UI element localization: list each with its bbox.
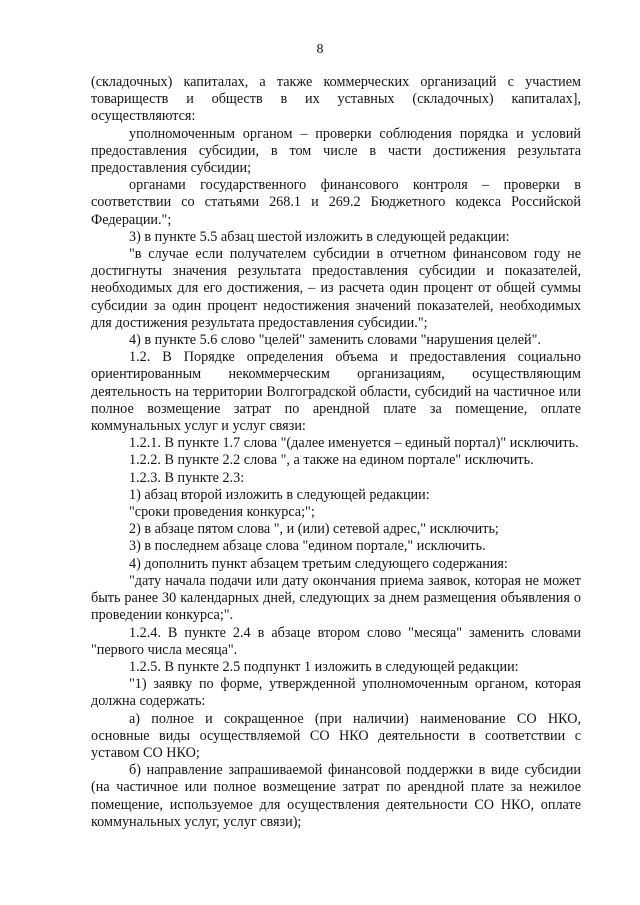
paragraph: уполномоченным органом – проверки соблюдения порядка и условий предоставления субсидии, в том числе в части достижения результата предоставления субсидии; [91,125,581,177]
paragraph: 1.2.4. В пункте 2.4 в абзаце втором слово "месяца" заменить словами "первого числа месяца". [91,624,581,658]
paragraph: 3) в последнем абзаце слова "едином портале," исключить. [129,538,486,555]
page-number: 8 [316,42,324,57]
paragraph: б) направление запрашиваемой финансовой поддержки в виде субсидии (на частичное или полное возмещение затрат по арендной плате за нежилое помещение, используемое для осуществления деятельности СО НКО, оплате коммунальных услуг, услуг связи); [91,762,581,830]
paragraph: "1) заявку по форме, утвержденной уполномоченным органом, которая должна содержать: [91,676,581,710]
paragraph: 2) в абзаце пятом слова ", и (или) сетевой адрес," исключить; [129,521,499,538]
paragraph: 1) абзац второй изложить в следующей редакции: [129,486,430,503]
paragraph: 1.2.5. В пункте 2.5 подпункт 1 изложить в следующей редакции: [129,658,519,675]
paragraph: (складочных) капиталах, а также коммерческих организаций с участием товариществ и обществ в их уставных (складочных) капиталах], осуществляются: [91,74,581,125]
paragraph: 1.2.1. В пункте 1.7 слова "(далее именуется – единый портал)" исключить. [129,435,579,452]
paragraph: "в случае если получателем субсидии в отчетном финансовом году не достигнуты значения результата предоставления субсидии и показателей, необходимых для его достижения, – из расчета один процент от общей суммы субсидии за один процент недостижения значений показателей, необходимых для достижения результата предоставления субсидии."; [91,246,581,331]
paragraph: 1.2.3. В пункте 2.3: [129,469,245,486]
paragraph: 4) в пункте 5.6 слово "целей" заменить словами "нарушения целей". [129,332,541,349]
paragraph: "дату начала подачи или дату окончания приема заявок, которая не может быть ранее 30 календарных дней, следующих за днем размещения объявления о проведении конкурса;". [91,572,581,624]
document-body [91,74,581,831]
paragraph: а) полное и сокращенное (при наличии) наименование СО НКО, основные виды осуществляемой СО НКО деятельности в соответствии с уставом СО НКО; [91,710,581,761]
paragraph: 1.2.2. В пункте 2.2 слова ", а также на едином портале" исключить. [129,452,534,469]
paragraph: 1.2. В Порядке определения объема и предоставления социально ориентированным некоммерческим организациям, осуществляющим деятельность на территории Волгоградской области, субсидий на частичное или полное возмещение затрат по арендной плате за помещение, оплате коммунальных услуг и услуг связи: [91,349,581,435]
paragraph: 4) дополнить пункт абзацем третьим следующего содержания: [129,555,508,572]
paragraph: "сроки проведения конкурса;"; [129,504,315,521]
paragraph: органами государственного финансового контроля – проверки в соответствии со статьями 268.1 и 269.2 Бюджетного кодекса Российской Федерации."; [91,177,581,228]
paragraph: 3) в пункте 5.5 абзац шестой изложить в следующей редакции: [129,228,510,245]
